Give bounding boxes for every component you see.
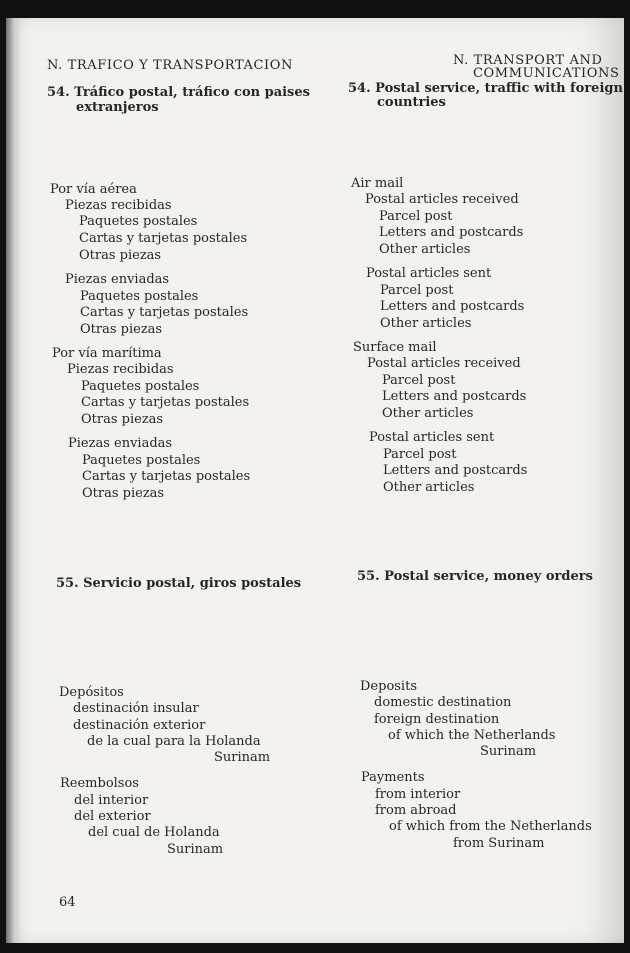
es-item-por-via-aerea: Por vía aérea [50, 182, 137, 197]
es-item-paquetes: Paquetes postales [81, 379, 200, 394]
page-number: 64 [59, 895, 76, 910]
es-item-paquetes: Paquetes postales [80, 289, 199, 304]
en-item-deposits: Deposits [360, 679, 417, 694]
es-item-depositos: Depósitos [59, 685, 124, 700]
es-item-otras: Otras piezas [79, 248, 162, 263]
en-item-from-surinam: from Surinam [453, 836, 545, 851]
section54-es-title-line2: extranjeros [76, 100, 159, 115]
en-item-parcel-post: Parcel post [380, 283, 454, 298]
en-item-parcel-post: Parcel post [382, 373, 456, 388]
es-item-piezas-enviadas: Piezas enviadas [68, 436, 173, 451]
en-item-letters: Letters and postcards [383, 463, 528, 478]
en-item-surface-mail: Surface mail [353, 340, 437, 355]
en-item-domestic-destination: domestic destination [374, 695, 512, 710]
header-en-line1: N. TRANSPORT AND [453, 53, 603, 68]
page-binding-shadow [6, 18, 20, 943]
en-item-parcel-post: Parcel post [383, 447, 457, 462]
en-item-other: Other articles [379, 242, 471, 257]
es-item-cartas: Cartas y tarjetas postales [80, 305, 249, 320]
section55-en-title: 55. Postal service, money orders [357, 569, 593, 584]
en-item-air-mail: Air mail [351, 176, 404, 191]
es-item-para-holanda: de la cual para la Holanda [87, 734, 261, 749]
en-item-parcel-post: Parcel post [379, 209, 453, 224]
es-item-dest-exterior: destinación exterior [73, 718, 206, 733]
en-item-from-netherlands: of which from the Netherlands [389, 819, 592, 834]
es-item-cartas: Cartas y tarjetas postales [81, 395, 250, 410]
es-item-otras: Otras piezas [80, 322, 163, 337]
section54-en-title-line1: 54. Postal service, traffic with foreign [348, 81, 623, 96]
section55-es-title: 55. Servicio postal, giros postales [56, 576, 302, 591]
es-item-piezas-enviadas: Piezas enviadas [65, 272, 170, 287]
en-item-postal-sent: Postal articles sent [369, 430, 495, 445]
es-item-paquetes: Paquetes postales [82, 453, 201, 468]
section54-es-title-line1: 54. Tráfico postal, tráfico con paises [47, 85, 310, 100]
header-es: N. TRAFICO Y TRANSPORTACION [47, 58, 294, 73]
en-item-postal-sent: Postal articles sent [366, 266, 492, 281]
es-item-reembolsos: Reembolsos [60, 776, 139, 791]
es-item-piezas-recibidas: Piezas recibidas [65, 198, 172, 213]
es-item-surinam: Surinam [214, 750, 271, 765]
en-item-other: Other articles [382, 406, 474, 421]
es-item-piezas-recibidas: Piezas recibidas [67, 362, 174, 377]
es-item-por-via-maritima: Por vía marítima [52, 346, 162, 361]
es-item-de-holanda: del cual de Holanda [88, 825, 220, 840]
es-item-del-interior: del interior [74, 793, 149, 808]
en-item-surinam: Surinam [480, 744, 537, 759]
en-item-other: Other articles [380, 316, 472, 331]
es-item-otras: Otras piezas [81, 412, 164, 427]
en-item-payments: Payments [361, 770, 425, 785]
en-item-other: Other articles [383, 480, 475, 495]
es-item-cartas: Cartas y tarjetas postales [82, 469, 251, 484]
en-item-letters: Letters and postcards [379, 225, 524, 240]
header-en-line2: COMMUNICATIONS [473, 66, 620, 81]
en-item-letters: Letters and postcards [382, 389, 527, 404]
section54-en-title-line2: countries [377, 95, 446, 110]
es-item-cartas: Cartas y tarjetas postales [79, 231, 248, 246]
es-item-otras: Otras piezas [82, 486, 165, 501]
es-item-dest-insular: destinación insular [73, 701, 199, 716]
es-item-surinam: Surinam [167, 842, 224, 857]
en-item-foreign-destination: foreign destination [374, 712, 500, 727]
en-item-netherlands: of which the Netherlands [388, 728, 556, 743]
es-item-del-exterior: del exterior [74, 809, 151, 824]
en-item-postal-received: Postal articles received [367, 356, 521, 371]
en-item-postal-received: Postal articles received [365, 192, 519, 207]
en-item-from-interior: from interior [375, 787, 461, 802]
en-item-from-abroad: from abroad [375, 803, 457, 818]
en-item-letters: Letters and postcards [380, 299, 525, 314]
es-item-paquetes: Paquetes postales [79, 214, 198, 229]
